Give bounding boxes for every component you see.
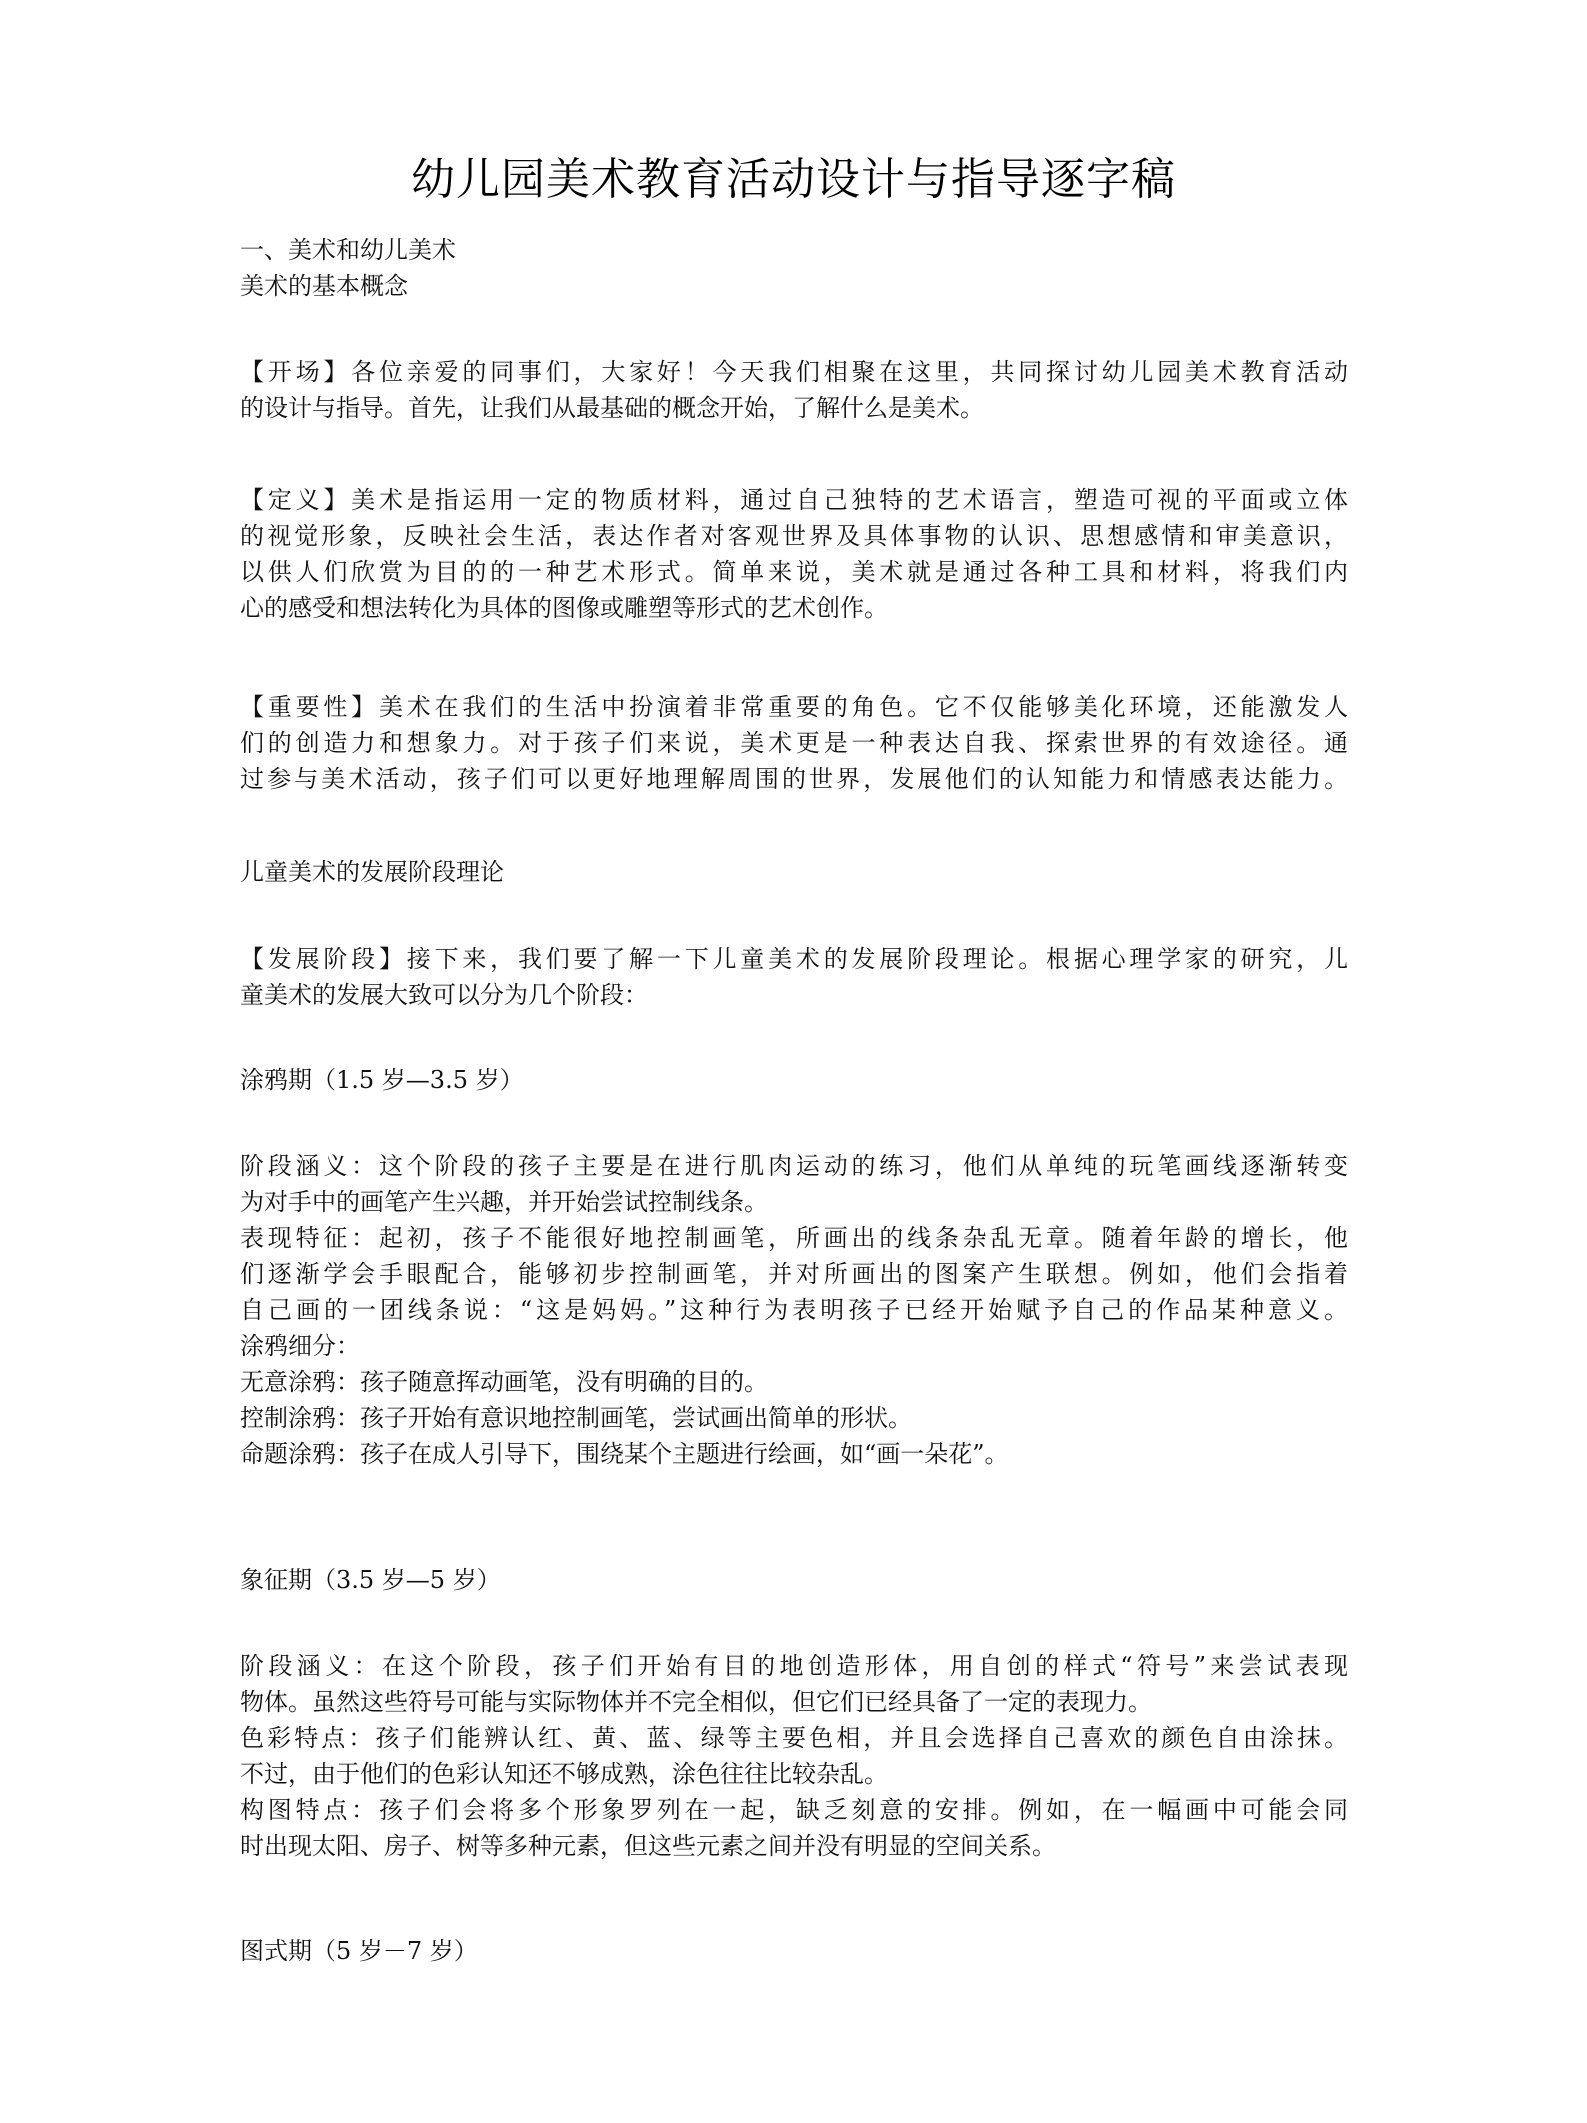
stage-1-heading-block	[240, 1062, 1348, 1098]
text-line: 时出现太阳、房子、树等多种元素，但这些元素之间并没有明显的空间关系。	[240, 1832, 1056, 1860]
text-line: 心的感受和想法转化为具体的图像或雕塑等形式的艺术创作。	[240, 594, 888, 622]
text-line: 【重要性】美术在我们的生活中扮演着非常重要的角色。它不仅能够美化环境，还能激发人	[240, 693, 1348, 721]
paragraph-stages-intro	[240, 941, 1348, 1013]
text-line: 无意涂鸦：孩子随意挥动画笔，没有明确的目的。	[240, 1368, 768, 1396]
text-line: 的设计与指导。首先，让我们从最基础的概念开始，了解什么是美术。	[240, 394, 984, 422]
paragraph-opening	[240, 354, 1348, 426]
stage-2-heading: 象征期（3.5 岁—5 岁）	[240, 1566, 501, 1594]
section-heading: 一、美术和幼儿美术	[240, 236, 456, 264]
text-line: 为对手中的画笔产生兴趣，并开始尝试控制线条。	[240, 1188, 768, 1216]
text-line: 阶段涵义：这个阶段的孩子主要是在进行肌肉运动的练习，他们从单纯的玩笔画线逐渐转变	[240, 1152, 1348, 1180]
text-line: 们逐渐学会手眼配合，能够初步控制画笔，并对所画出的图案产生联想。例如，他们会指着	[240, 1260, 1348, 1288]
text-line: 的视觉形象，反映社会生活，表达作者对客观世界及具体事物的认识、思想感情和审美意识，	[240, 522, 1348, 550]
text-line: 控制涂鸦：孩子开始有意识地控制画笔，尝试画出简单的形状。	[240, 1404, 912, 1432]
subheading-development-theory: 儿童美术的发展阶段理论	[240, 858, 504, 886]
section-heading-block	[240, 232, 1348, 304]
stage-2-body	[240, 1648, 1348, 1864]
stage-2-heading-block	[240, 1562, 1348, 1598]
document-title: 幼儿园美术教育活动设计与指导逐字稿	[411, 154, 1176, 205]
text-line: 涂鸦细分：	[240, 1332, 360, 1360]
text-line: 命题涂鸦：孩子在成人引导下，围绕某个主题进行绘画，如“画一朵花”。	[240, 1440, 1009, 1468]
text-line: 物体。虽然这些符号可能与实际物体并不完全相似，但它们已经具备了一定的表现力。	[240, 1688, 1152, 1716]
text-line: 【开场】各位亲爱的同事们，大家好！今天我们相聚在这里，共同探讨幼儿园美术教育活动	[240, 358, 1348, 386]
text-line: 阶段涵义：在这个阶段，孩子们开始有目的地创造形体，用自创的样式“符号”来尝试表现	[240, 1652, 1348, 1680]
text-line: 色彩特点：孩子们能辨认红、黄、蓝、绿等主要色相，并且会选择自己喜欢的颜色自由涂抹。	[240, 1724, 1348, 1752]
text-line: 不过，由于他们的色彩认知还不够成熟，涂色往往比较杂乱。	[240, 1760, 888, 1788]
text-line: 【发展阶段】接下来，我们要了解一下儿童美术的发展阶段理论。根据心理学家的研究，儿	[240, 945, 1348, 973]
text-line: 自己画的一团线条说：“这是妈妈。”这种行为表明孩子已经开始赋予自己的作品某种意义。	[240, 1296, 1348, 1324]
stage-3-heading: 图式期（5 岁－7 岁）	[240, 1937, 478, 1965]
text-line: 过参与美术活动，孩子们可以更好地理解周围的世界，发展他们的认知能力和情感表达能力。	[240, 765, 1348, 793]
text-line: 构图特点：孩子们会将多个形象罗列在一起，缺乏刻意的安排。例如，在一幅画中可能会同	[240, 1796, 1348, 1824]
subheading-development-theory-block	[240, 854, 1348, 890]
text-line: 们的创造力和想象力。对于孩子们来说，美术更是一种表达自我、探索世界的有效途径。通	[240, 729, 1348, 757]
stage-1-heading: 涂鸦期（1.5 岁—3.5 岁）	[240, 1066, 524, 1094]
stage-1-body	[240, 1148, 1348, 1472]
text-line: 【定义】美术是指运用一定的物质材料，通过自己独特的艺术语言，塑造可视的平面或立体	[240, 486, 1348, 514]
paragraph-definition	[240, 482, 1348, 626]
stage-3-heading-block	[240, 1933, 1348, 1969]
paragraph-importance	[240, 689, 1348, 797]
subheading-basic-concept: 美术的基本概念	[240, 272, 408, 300]
text-line: 以供人们欣赏为目的的一种艺术形式。简单来说，美术就是通过各种工具和材料，将我们内	[240, 558, 1348, 586]
text-line: 童美术的发展大致可以分为几个阶段：	[240, 981, 648, 1009]
text-line: 表现特征：起初，孩子不能很好地控制画笔，所画出的线条杂乱无章。随着年龄的增长，他	[240, 1224, 1348, 1252]
